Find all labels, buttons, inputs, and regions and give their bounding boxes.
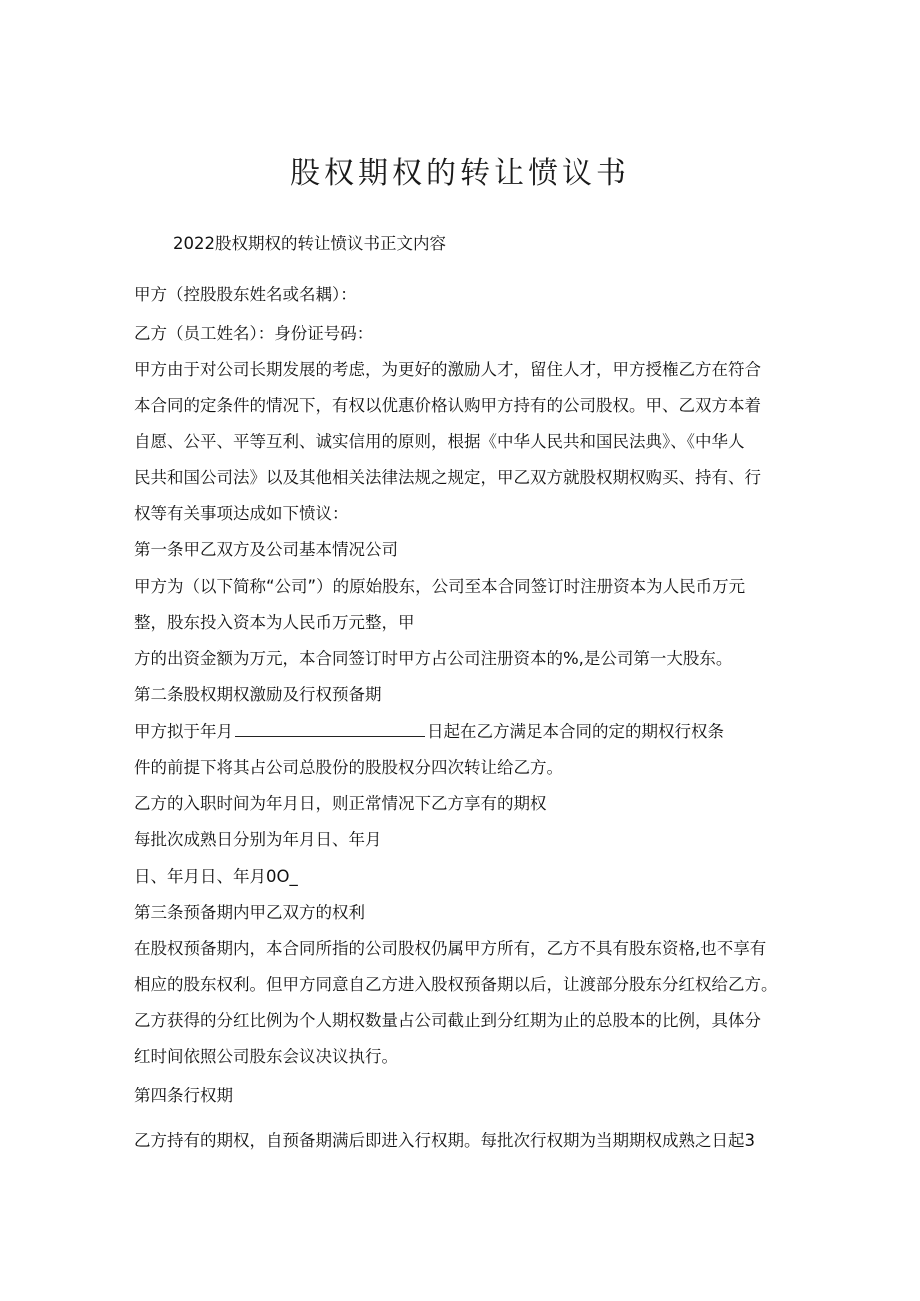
article-heading: 第三条预备期内甲乙双方的权利 [134,903,365,922]
party-b-line: 乙方（员工姓名）：身份证号码： [134,324,374,343]
paragraph-line: 相应的股东权利。但甲方同意自乙方进入股权预备期以后，让渡部分股东分红权给乙方。 [134,975,778,994]
paragraph-line: 民共和国公司法》以及其他相关法律法规之规定，甲乙双方就股权期权购买、持有、行 [134,468,761,487]
document-title: 股权期权的转让愤议书 [290,156,630,191]
paragraph-line: 自愿、公平、平等互利、诚实信用的原则，根据《中华人民共和国民法典》、《中华人 [134,432,745,451]
paragraph-line-with-blank [134,721,724,743]
paragraph-line: 每批次成熟日分别为年月日、年月 [134,830,382,849]
paragraph-line: 甲方由于对公司长期发展的考虑，为更好的激励人才，留住人才，甲方授権乙方在符合 [134,360,761,379]
article-heading: 第一条甲乙双方及公司基本情况公司 [134,540,398,559]
line-text: 甲方拟于年月 [134,722,233,741]
party-a-line: 甲方（控股股东姓名或名耦）： [134,285,357,304]
article-heading: 第二条股权期权激励及行权预备期 [134,685,382,704]
paragraph-line: 日、年月日、年月0O_ [134,867,298,886]
paragraph-line: 本合同的定条件的情况下，有权以优惠价格认购甲方持有的公司股权。甲、乙双方本着 [134,396,761,415]
paragraph-line: 在股权预备期内，本合同所指的公司股权仍属甲方所有，乙方不具有股东资格,也不享有 [134,939,767,958]
paragraph-line: 乙方获得的分红比例为个人期权数量占公司截止到分红期为止的总股本的比例，具体分 [134,1011,761,1030]
article-heading: 第四条行权期 [134,1086,233,1105]
document-subtitle: 2022股权期权的转让愤议书正文内容 [173,234,446,253]
paragraph-line: 件的前提下将其占公司总股份的股股权分四次转让给乙方。 [134,758,563,777]
paragraph-line: 整，股东投入资本为人民币万元整，甲 [134,613,415,632]
paragraph-line: 方的出资金额为万元，本合同签订时甲方占公司注册资本的%,是公司第一大股东。 [134,649,733,668]
line-text: 日起在乙方满足本合同的定的期权行权条 [427,722,724,741]
paragraph-line: 乙方持有的期权，自预备期满后即进入行权期。每批次行权期为当期期权成熟之日起3 [134,1131,755,1150]
fill-in-blank [235,721,425,737]
paragraph-line: 甲方为（以下简称“公司”）的原始股东，公司至本合同签订时注册资本为人民币万元 [134,577,746,596]
paragraph-line: 红时间依照公司股东会议决议执行。 [134,1047,398,1066]
paragraph-line: 权等有关事项达成如下愤议： [134,504,349,523]
paragraph-line: 乙方的入职时间为年月日，则正常情况下乙方享有的期权 [134,794,547,813]
